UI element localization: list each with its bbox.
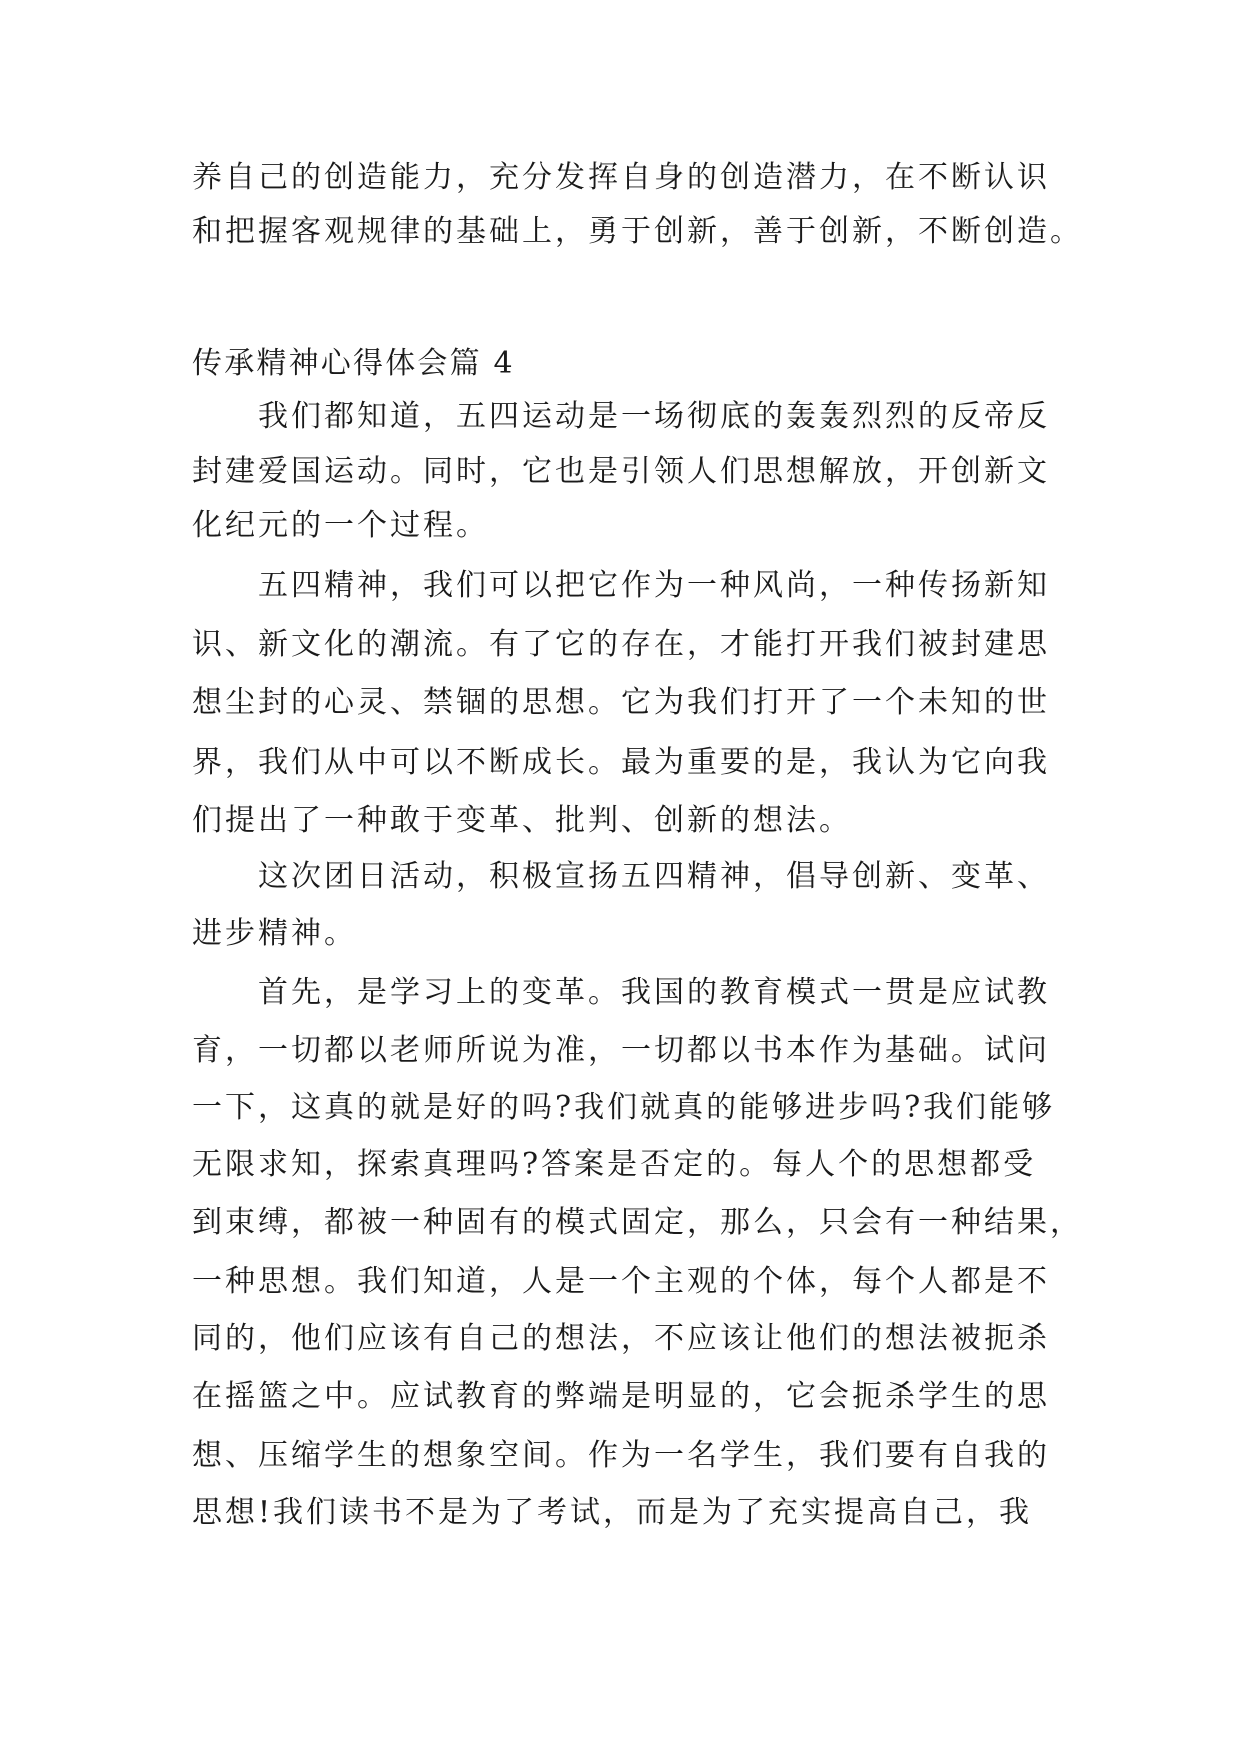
body-line: 想、压缩学生的想象空间。作为一名学生，我们要有自我的	[192, 1438, 1050, 1473]
body-line: 在摇篮之中。应试教育的弊端是明显的，它会扼杀学生的思	[192, 1379, 1050, 1414]
body-line: 进步精神。	[192, 916, 357, 951]
body-line: 育，一切都以老师所说为准，一切都以书本作为基础。试问	[192, 1033, 1050, 1068]
body-line: 到束缚，都被一种固有的模式固定，那么，只会有一种结果，	[192, 1205, 1083, 1240]
body-line: 无限求知，探索真理吗?答案是否定的。每人个的思想都受	[192, 1147, 1037, 1182]
body-line: 一种思想。我们知道，人是一个主观的个体，每个人都是不	[192, 1264, 1050, 1299]
body-line: 封建爱国运动。同时，它也是引领人们思想解放，开创新文	[192, 454, 1050, 489]
body-line: 一下，这真的就是好的吗?我们就真的能够进步吗?我们能够	[192, 1090, 1056, 1125]
body-line: 想尘封的心灵、禁锢的思想。它为我们打开了一个未知的世	[192, 685, 1050, 720]
body-line: 养自己的创造能力，充分发挥自身的创造潜力，在不断认识	[192, 160, 1050, 195]
body-line: 同的，他们应该有自己的想法，不应该让他们的想法被扼杀	[192, 1321, 1050, 1356]
body-line: 们提出了一种敢于变革、批判、创新的想法。	[192, 803, 852, 838]
paragraph-first-line: 首先，是学习上的变革。我国的教育模式一贯是应试教	[258, 975, 1050, 1010]
section-heading: 传承精神心得体会篇 4	[192, 346, 515, 381]
paragraph-first-line: 这次团日活动，积极宣扬五四精神，倡导创新、变革、	[258, 859, 1050, 894]
paragraph-first-line: 五四精神，我们可以把它作为一种风尚，一种传扬新知	[258, 568, 1050, 603]
paragraph-first-line: 我们都知道，五四运动是一场彻底的轰轰烈烈的反帝反	[258, 399, 1050, 434]
body-line: 思想!我们读书不是为了考试，而是为了充实提高自己，我	[192, 1495, 1033, 1530]
body-line: 识、新文化的潮流。有了它的存在，才能打开我们被封建思	[192, 627, 1050, 662]
body-line: 化纪元的一个过程。	[192, 508, 489, 543]
body-line: 和把握客观规律的基础上，勇于创新，善于创新，不断创造。	[192, 214, 1083, 249]
body-line: 界，我们从中可以不断成长。最为重要的是，我认为它向我	[192, 745, 1050, 780]
